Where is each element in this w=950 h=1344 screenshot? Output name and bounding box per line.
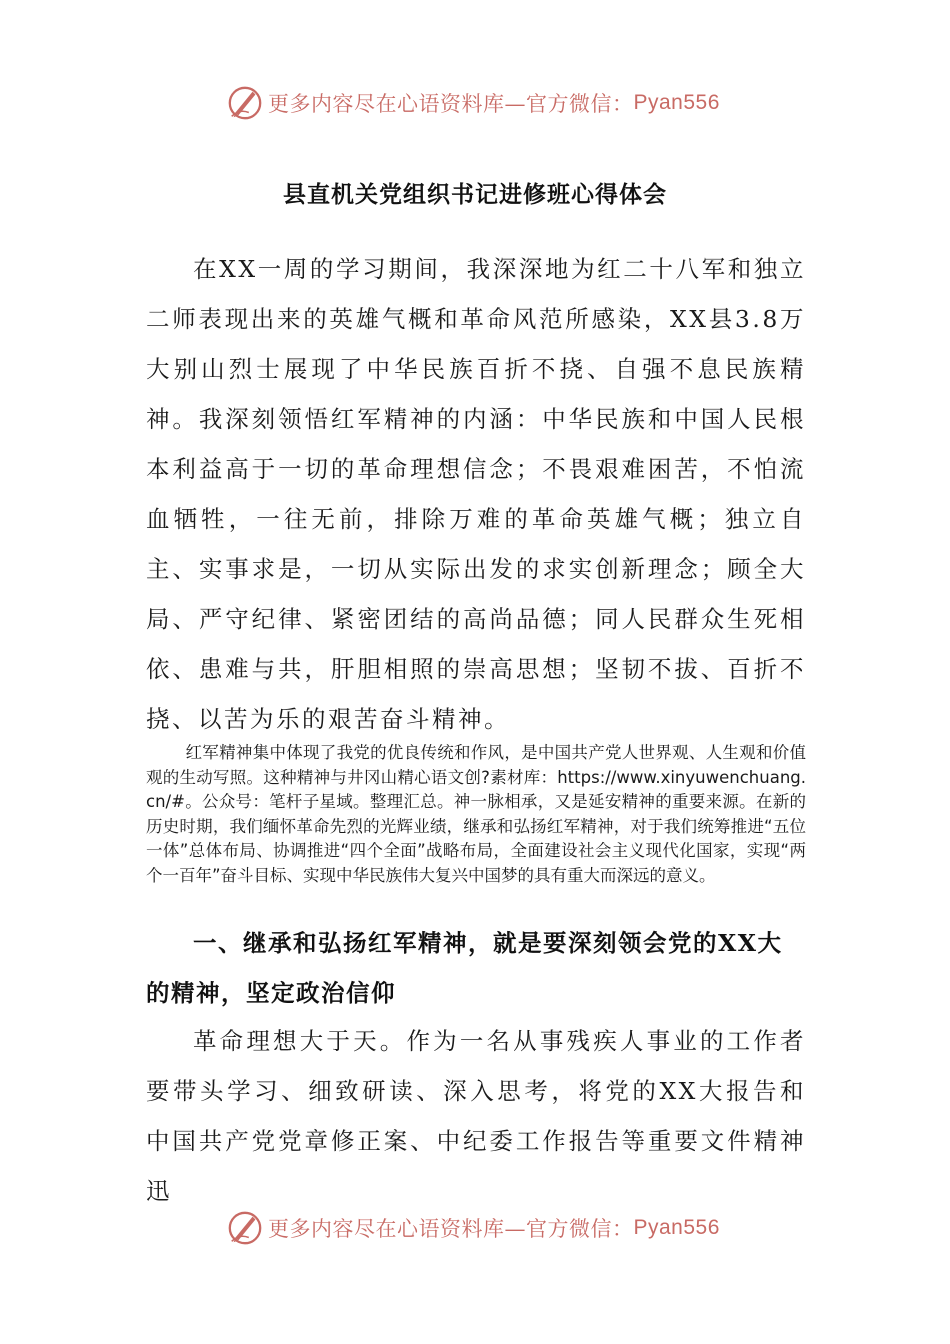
watermark-text: 更多内容尽在心语资料库—官方微信： — [268, 92, 634, 116]
watermark-wechat-id: Pyan556 — [633, 91, 720, 114]
watermark-banner-top — [226, 83, 720, 123]
document-title: 县直机关党组织书记进修班心得体会 — [283, 181, 667, 208]
section-heading-1: 一、继承和弘扬红军精神，就是要深刻领会党的XX大的精神，坚定政治信仰 — [146, 929, 783, 1007]
watermark-wechat-id: Pyan556 — [633, 1216, 720, 1239]
body-paragraph-3: 革命理想大于天。作为一名从事残疾人事业的工作者要带头学习、细致研读、深入思考，将党的XX大报告和中国共产党党章修正案、中纪委工作报告等重要文件精神迅 — [146, 1027, 806, 1205]
pen-circle-logo-icon — [226, 1209, 264, 1247]
body-paragraph-1: 在XX一周的学习期间，我深深地为红二十八军和独立二师表现出来的英雄气概和革命风范所感染，XX县3.8万大别山烈士展现了中华民族百折不挠、自强不息民族精神。我深刻领悟红军精神的内涵：中华民族和中国人民根本利益高于一切的革命理想信念；不畏艰难困苦，不怕流血牺牲，一往无前，排除万难的革命英雄气概；独立自主、实事求是，一切从实际出发的求实创新理念；顾全大局、严守纪律、紧密团结的高尚品德；同人民群众生死相依、患难与共，肝胆相照的崇高思想；坚韧不拔、百折不挠、以苦为乐的艰苦奋斗精神。 — [146, 255, 806, 733]
watermark-text: 更多内容尽在心语资料库—官方微信： — [268, 1217, 634, 1241]
pen-circle-logo-icon — [226, 84, 264, 122]
watermark-banner-bottom — [226, 1208, 720, 1248]
body-paragraph-2: 红军精神集中体现了我党的优良传统和作风，是中国共产党人世界观、人生观和价值观的生动写照。这种精神与井冈山精心语文创?素材库：https://www.xinyuwenchuang.cn/#。公众号：笔杆子星域。整理汇总。神一脉相承，又是延安精神的重要来源。在新的历史时期，我们缅怀革命先烈的光辉业绩，继承和弘扬红军精神，对于我们统筹推进“五位一体”总体布局、协调推进“四个全面”战略布局，全面建设社会主义现代化国家，实现“两个一百年”奋斗目标、实现中华民族伟大复兴中国梦的具有重大而深远的意义。 — [146, 743, 806, 885]
